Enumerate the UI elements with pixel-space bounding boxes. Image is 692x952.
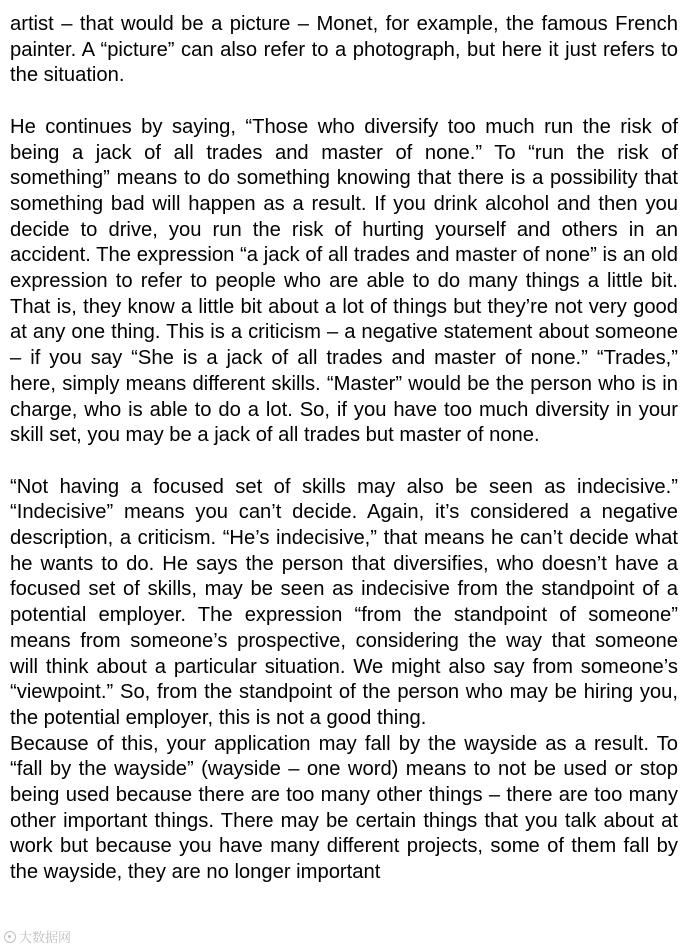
paragraph-gap (10, 89, 678, 115)
paragraph-4: Because of this, your application may fall by the wayside as a result. To “fall by the wayside” (wayside – one word) means to not be used or stop being used because there are too many other things – there are too many other important things. There may be certain things that you talk about at work but because you have many different projects, some of them fall by the wayside, they are no longer important (10, 732, 678, 884)
paragraph-3: “Not having a focused set of skills may also be seen as indecisive.” “Indecisive” means you can’t decide. Again, it’s considered a negative description, a criticism. “He’s indecisive,” that means he can’t decide what he wants to do. He says the person that diversifies, who doesn’t have a focused set of skills, may be seen as indecisive from the standpoint of a potential employer. The expression “from the standpoint of someone” means from someone’s prospective, considering the way that someone will think about a particular situation. We might also say from someone’s “viewpoint.” So, from the standpoint of the person who may be hiring you, the potential employer, this is not a good thing. (10, 475, 678, 729)
paragraph-2: He continues by saying, “Those who diversify too much run the risk of being a jack of all trades and master of none.” To “run the risk of something” means to do something knowing that there is a possibility that something bad will happen as a result. If you drink alcohol and then you decide to drive, you run the risk of hurting yourself and others in an accident. The expression “a jack of all trades and master of none” is an old expression to refer to people who are able to do many things a little bit. That is, they know a little bit about a lot of things but they’re not very good at any one thing. This is a criticism – a negative statement about someone – if you say “She is a jack of all trades and master of none.” “Trades,” here, simply means different skills. “Master” would be the person who is in charge, who is able to do a lot. So, if you have too much diversity in your skill set, you may be a jack of all trades but master of none. (10, 115, 678, 447)
document-body (10, 12, 678, 886)
watermark-text: 大数据网 (19, 931, 72, 946)
paragraph-gap (10, 449, 678, 475)
watermark (4, 927, 71, 946)
paragraph-1: artist – that would be a picture – Monet, for example, the famous French painter. A “picture” can also refer to a photograph, but here it just refers to the situation. (10, 13, 678, 87)
logo-circle-icon (4, 931, 16, 943)
